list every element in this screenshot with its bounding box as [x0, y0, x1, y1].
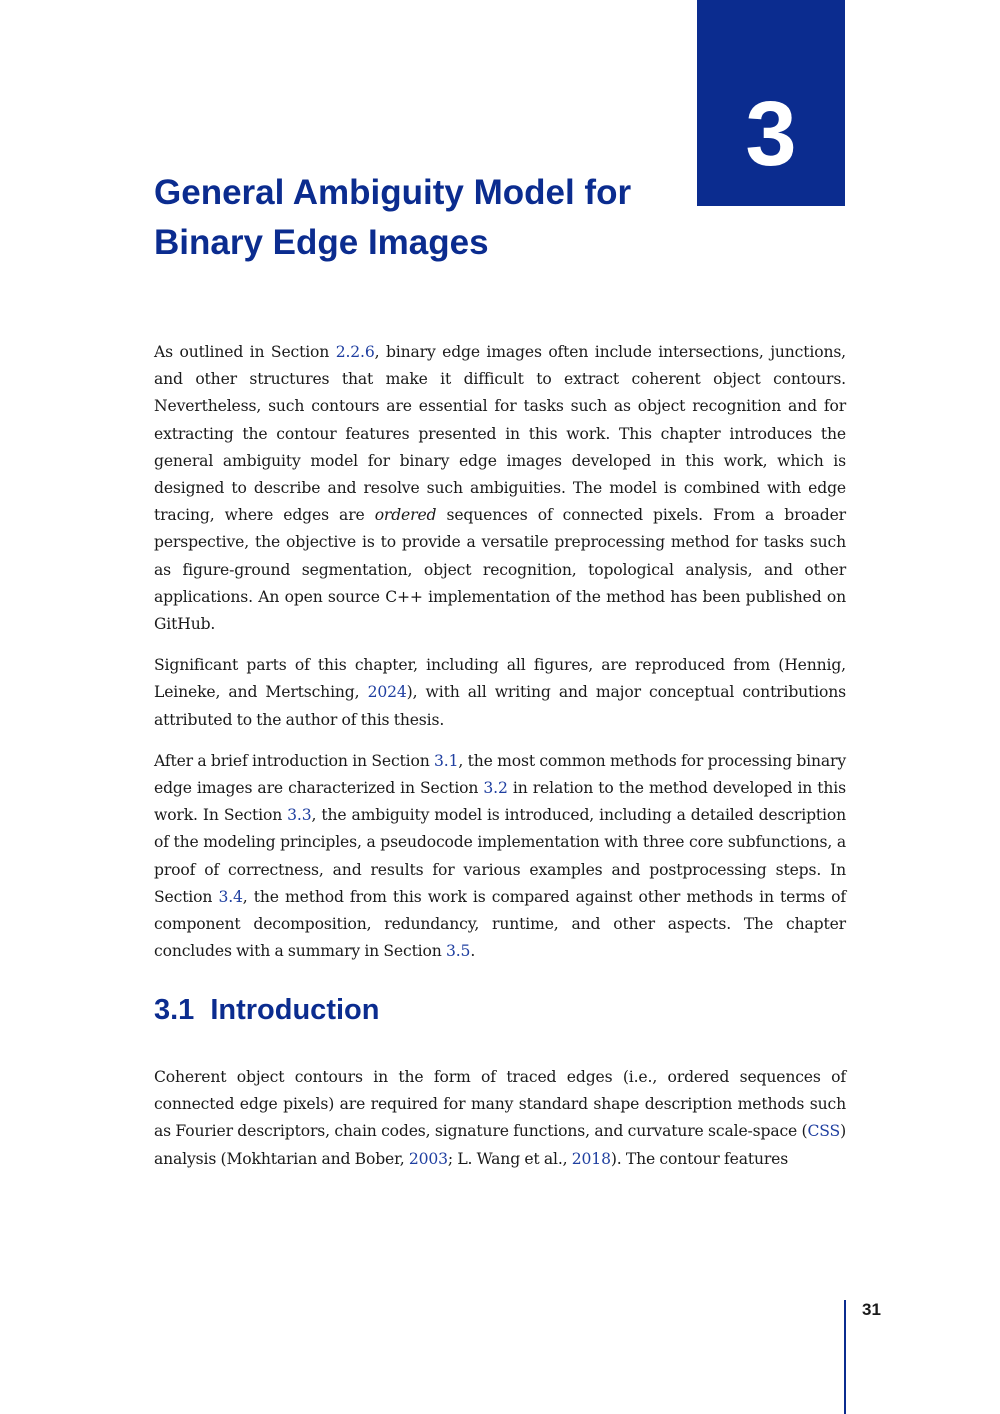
text-run: After a brief introduction in Section: [154, 751, 435, 770]
text-run: ), with all writing and major conceptual contributions attributed to the author of this thesis.: [154, 683, 846, 729]
section-title: Introduction: [210, 994, 380, 1026]
section-3-1-body: [154, 1064, 846, 1187]
section-ref-3-5[interactable]: 3.5: [445, 942, 471, 961]
intro-paragraph-1: [154, 339, 846, 638]
section-3-1-paragraph-1: [154, 1064, 846, 1173]
abbreviation-css[interactable]: CSS: [807, 1122, 841, 1141]
text-run: Significant parts of this chapter, including all figures, are reproduced from (Hennig, Leineke, and Mertsching,: [154, 656, 846, 702]
chapter-title-line-1: General Ambiguity Model for: [154, 173, 632, 212]
section-ref-3-3[interactable]: 3.3: [287, 806, 312, 825]
text-run: ) analysis (Mokhtarian and Bober,: [154, 1122, 846, 1168]
text-run: , the ambiguity model is introduced, including a detailed description of the modeling principles, a pseudocode implementation with three core subfunctions, a proof of correctness, and results for various examples and postprocessing steps. In Section: [154, 806, 846, 906]
citation-2018[interactable]: 2018: [571, 1149, 611, 1168]
text-run: sequences of connected pixels. From a broader perspective, the objective is to provide a versatile preprocessing method for tasks such as figure-ground segmentation, object recognition, topological analysis, and other applications. An open source C++ implementation of the method has been published on GitHub.: [154, 506, 846, 634]
page-number: 31: [862, 1300, 881, 1319]
section-ref-2-2-6[interactable]: 2.2.6: [335, 343, 375, 361]
text-run: As outlined in Section: [154, 343, 336, 361]
chapter-number: 3: [745, 83, 797, 185]
section-heading-3-1: [154, 990, 379, 1030]
chapter-number-box: [697, 0, 845, 206]
margin-rule: [844, 1300, 846, 1414]
text-run: , the most common methods for processing binary edge images are characterized in Section: [154, 751, 846, 798]
citation-2024[interactable]: 2024: [367, 683, 407, 702]
section-ref-3-1[interactable]: 3.1: [434, 751, 459, 770]
text-run: , binary edge images often include intersections, junctions, and other structures that make it difficult to extract coherent object contours. Nevertheless, such contours are essential for tasks such as object recognition and for extracting the contour features presented in this work. This chapter introduces the general ambiguity model for binary edge images developed in this work, which is designed to describe and resolve such ambiguities. The model is combined with edge tracing, where edges are: [154, 343, 846, 525]
intro-paragraph-3: [154, 748, 846, 966]
citation-2003[interactable]: 2003: [408, 1149, 448, 1168]
text-run: ). The contour features: [610, 1149, 789, 1168]
section-number: 3.1: [154, 994, 195, 1026]
section-ref-3-2[interactable]: 3.2: [483, 779, 508, 798]
text-run: Coherent object contours in the form of traced edges (i.e., ordered sequences of connected edge pixels) are required for many standard shape description methods such as Fourier descriptors, chain codes, signature functions, and curvature scale-space (: [154, 1068, 846, 1141]
text-run: .: [470, 942, 476, 961]
text-run: ; L. Wang et al.,: [447, 1149, 572, 1168]
chapter-title: [154, 168, 674, 268]
intro-paragraph-2: [154, 652, 846, 734]
emphasis-ordered: ordered: [374, 506, 437, 525]
chapter-intro: [154, 339, 846, 979]
text-run: , the method from this work is compared against other methods in terms of component decomposition, redundancy, runtime, and other aspects. The chapter concludes with a summary in Section: [154, 887, 846, 961]
chapter-title-line-2: Binary Edge Images: [154, 223, 489, 262]
section-ref-3-4[interactable]: 3.4: [218, 887, 243, 906]
text-run: in relation to the method developed in this work. In Section: [154, 779, 846, 825]
